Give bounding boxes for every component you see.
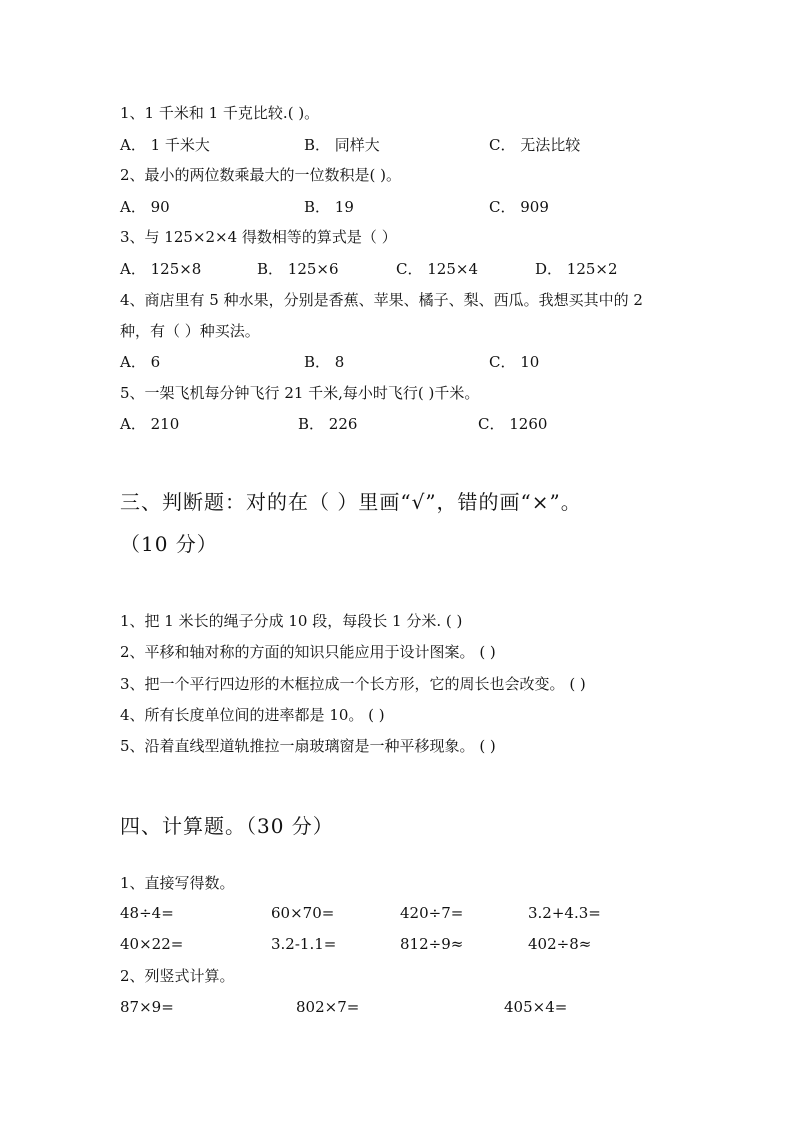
calc-sub2: 2、列竖式计算。 — [120, 967, 235, 985]
q2-stem: 2、最小的两位数乘最大的一位数积是( )。 — [120, 166, 402, 184]
tf-item-3: 3、把一个平行四边形的木框拉成一个长方形，它的周长也会改变。 ( ) — [120, 675, 586, 693]
q4-option-c: C． 10 — [489, 353, 540, 371]
q1-option-a: A． 1 千米大 — [120, 136, 210, 154]
tf-item-1: 1、把 1 米长的绳子分成 10 段，每段长 1 分米. ( ) — [120, 612, 463, 630]
calc-r3-c3: 405×4= — [504, 998, 568, 1016]
q2-option-c: C． 909 — [489, 198, 549, 216]
calc-r3-c1: 87×9= — [120, 998, 174, 1016]
calc-r2-c3: 812÷9≈ — [400, 935, 464, 953]
q3-option-c: C． 125×4 — [396, 260, 478, 278]
calc-r1-c1: 48÷4= — [120, 904, 174, 922]
section3-title: 三、判断题：对的在（ ）里画“√”，错的画“×”。 — [120, 490, 582, 514]
q5-option-b: B． 226 — [298, 415, 358, 433]
calc-sub1: 1、直接写得数。 — [120, 874, 235, 892]
tf-item-4: 4、所有长度单位间的进率都是 10。 ( ) — [120, 706, 385, 724]
q3-option-a: A． 125×8 — [120, 260, 202, 278]
q3-option-d: D． 125×2 — [535, 260, 618, 278]
q1-option-c: C． 无法比较 — [489, 136, 581, 154]
tf-item-2: 2、平移和轴对称的方面的知识只能应用于设计图案。 ( ) — [120, 643, 496, 661]
q4-option-b: B． 8 — [304, 353, 345, 371]
calc-r2-c4: 402÷8≈ — [528, 935, 592, 953]
q5-option-a: A． 210 — [120, 415, 180, 433]
q1-option-b: B． 同样大 — [304, 136, 380, 154]
calc-r1-c4: 3.2+4.3= — [528, 904, 601, 922]
q3-option-b: B． 125×6 — [257, 260, 339, 278]
calc-r2-c2: 3.2-1.1= — [271, 935, 337, 953]
q4-option-a: A． 6 — [120, 353, 161, 371]
q1-stem: 1、1 千米和 1 千克比较.( )。 — [120, 104, 320, 122]
q2-option-b: B． 19 — [304, 198, 354, 216]
q5-stem: 5、一架飞机每分钟飞行 21 千米,每小时飞行( )千米。 — [120, 384, 480, 402]
q4-stem-line1: 4、商店里有 5 种水果，分别是香蕉、苹果、橘子、梨、西瓜。我想买其中的 2 — [120, 291, 643, 309]
section4-title: 四、计算题。（30 分） — [120, 814, 334, 838]
calc-r1-c3: 420÷7= — [400, 904, 464, 922]
q3-stem: 3、与 125×2×4 得数相等的算式是（ ） — [120, 228, 397, 246]
calc-r1-c2: 60×70= — [271, 904, 335, 922]
tf-item-5: 5、沿着直线型道轨推拉一扇玻璃窗是一种平移现象。 ( ) — [120, 737, 496, 755]
calc-r3-c2: 802×7= — [296, 998, 360, 1016]
calc-r2-c1: 40×22= — [120, 935, 184, 953]
q2-option-a: A． 90 — [120, 198, 170, 216]
section3-score: （10 分） — [120, 532, 218, 556]
q4-stem-line2: 种，有（ ）种买法。 — [120, 322, 260, 340]
q5-option-c: C． 1260 — [478, 415, 548, 433]
